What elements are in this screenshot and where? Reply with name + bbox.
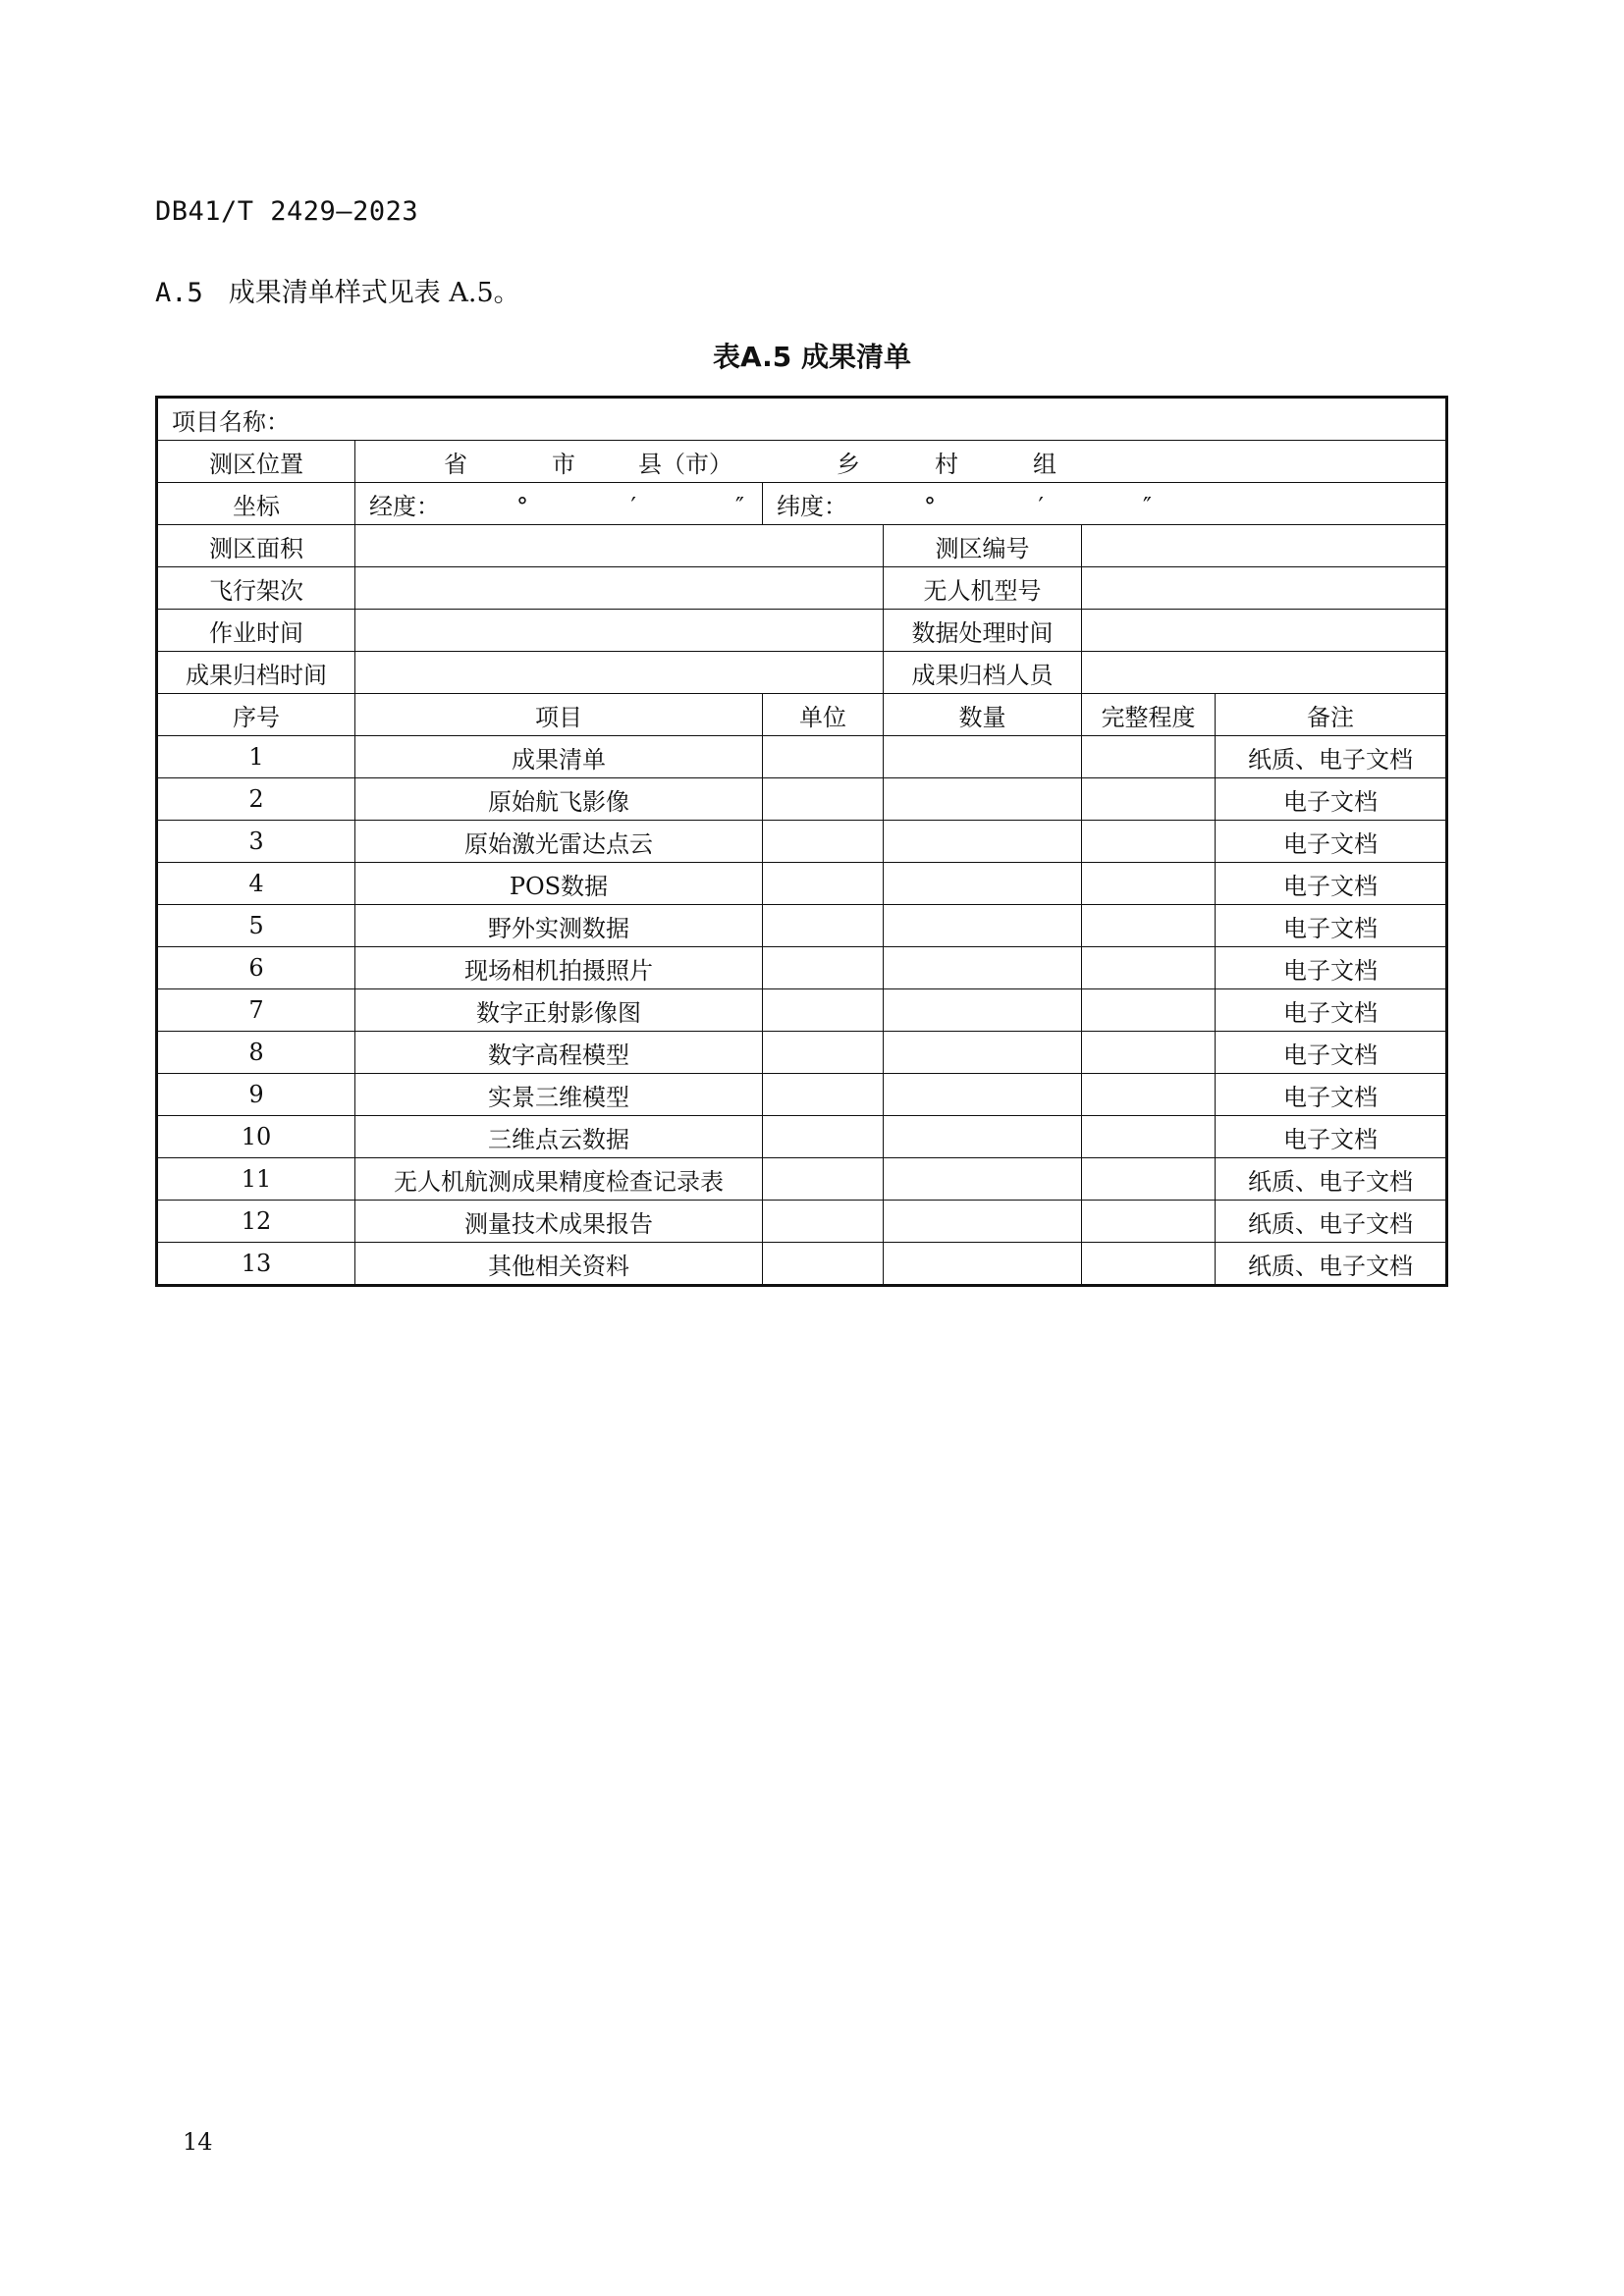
row-unit bbox=[763, 1032, 884, 1074]
longitude-cell bbox=[355, 483, 763, 525]
row-quantity bbox=[884, 1158, 1082, 1201]
latitude-cell bbox=[763, 483, 1447, 525]
row-number: 8 bbox=[157, 1032, 355, 1074]
info-value bbox=[355, 567, 884, 610]
table-row bbox=[157, 778, 1447, 821]
row-remark: 纸质、电子文档 bbox=[1216, 1201, 1447, 1243]
row-remark: 电子文档 bbox=[1216, 947, 1447, 989]
row-quantity bbox=[884, 736, 1082, 778]
info-label: 作业时间 bbox=[157, 610, 355, 652]
row-remark: 纸质、电子文档 bbox=[1216, 1158, 1447, 1201]
table-row bbox=[157, 989, 1447, 1032]
row-completeness bbox=[1082, 989, 1216, 1032]
row-number: 2 bbox=[157, 778, 355, 821]
table-row bbox=[157, 1158, 1447, 1201]
longitude-label: 经度： bbox=[369, 492, 440, 520]
row-completeness bbox=[1082, 1158, 1216, 1201]
info-label: 成果归档人员 bbox=[884, 652, 1082, 694]
column-header-unit: 单位 bbox=[763, 694, 884, 736]
row-number: 12 bbox=[157, 1201, 355, 1243]
item-rows bbox=[157, 736, 1447, 1286]
row-remark: 电子文档 bbox=[1216, 1116, 1447, 1158]
row-item: 原始航飞影像 bbox=[355, 778, 763, 821]
info-row bbox=[157, 610, 1447, 652]
column-header-remark: 备注 bbox=[1216, 694, 1447, 736]
row-completeness bbox=[1082, 778, 1216, 821]
column-header-no: 序号 bbox=[157, 694, 355, 736]
row-quantity bbox=[884, 863, 1082, 905]
page-number: 14 bbox=[183, 2128, 213, 2156]
address-group: 组 bbox=[1033, 450, 1056, 478]
row-remark: 电子文档 bbox=[1216, 905, 1447, 947]
row-item: 无人机航测成果精度检查记录表 bbox=[355, 1158, 763, 1201]
row-quantity bbox=[884, 1243, 1082, 1286]
row-number: 9 bbox=[157, 1074, 355, 1116]
row-quantity bbox=[884, 947, 1082, 989]
row-remark: 电子文档 bbox=[1216, 1032, 1447, 1074]
row-remark: 电子文档 bbox=[1216, 989, 1447, 1032]
table-row bbox=[157, 947, 1447, 989]
row-number: 4 bbox=[157, 863, 355, 905]
coordinate-label: 坐标 bbox=[157, 483, 355, 525]
row-completeness bbox=[1082, 1243, 1216, 1286]
info-value bbox=[355, 610, 884, 652]
column-header-completeness: 完整程度 bbox=[1082, 694, 1216, 736]
latitude-min-symbol: ′ bbox=[1038, 492, 1044, 520]
row-number: 10 bbox=[157, 1116, 355, 1158]
column-header-row bbox=[157, 694, 1447, 736]
table-row bbox=[157, 821, 1447, 863]
row-quantity bbox=[884, 905, 1082, 947]
info-value bbox=[1082, 610, 1447, 652]
row-number: 6 bbox=[157, 947, 355, 989]
info-label: 无人机型号 bbox=[884, 567, 1082, 610]
row-completeness bbox=[1082, 947, 1216, 989]
row-completeness bbox=[1082, 1032, 1216, 1074]
row-remark: 纸质、电子文档 bbox=[1216, 1243, 1447, 1286]
row-remark: 纸质、电子文档 bbox=[1216, 736, 1447, 778]
row-item: 野外实测数据 bbox=[355, 905, 763, 947]
row-remark: 电子文档 bbox=[1216, 821, 1447, 863]
table-row bbox=[157, 1074, 1447, 1116]
row-unit bbox=[763, 1243, 884, 1286]
column-header-item: 项目 bbox=[355, 694, 763, 736]
table-row bbox=[157, 1032, 1447, 1074]
row-remark: 电子文档 bbox=[1216, 778, 1447, 821]
row-item: 现场相机拍摄照片 bbox=[355, 947, 763, 989]
table-title: 表A.5 成果清单 bbox=[712, 341, 912, 373]
row-completeness bbox=[1082, 736, 1216, 778]
row-number: 5 bbox=[157, 905, 355, 947]
row-quantity bbox=[884, 1074, 1082, 1116]
row-quantity bbox=[884, 778, 1082, 821]
row-unit bbox=[763, 1074, 884, 1116]
row-quantity bbox=[884, 989, 1082, 1032]
info-row bbox=[157, 567, 1447, 610]
row-unit bbox=[763, 1116, 884, 1158]
coordinate-row bbox=[157, 483, 1447, 525]
row-number: 11 bbox=[157, 1158, 355, 1201]
info-label: 数据处理时间 bbox=[884, 610, 1082, 652]
row-item: 测量技术成果报告 bbox=[355, 1201, 763, 1243]
info-value bbox=[355, 652, 884, 694]
info-value bbox=[1082, 652, 1447, 694]
address-county: 县（市） bbox=[638, 450, 732, 478]
info-value bbox=[1082, 525, 1447, 567]
table-row bbox=[157, 1201, 1447, 1243]
results-list-table bbox=[155, 396, 1448, 1287]
row-item: 原始激光雷达点云 bbox=[355, 821, 763, 863]
latitude-deg-symbol: ° bbox=[924, 492, 936, 520]
clause-text: 成果清单样式见表 A.5。 bbox=[228, 278, 520, 308]
row-number: 1 bbox=[157, 736, 355, 778]
row-item: 其他相关资料 bbox=[355, 1243, 763, 1286]
table-row bbox=[157, 736, 1447, 778]
row-remark: 电子文档 bbox=[1216, 863, 1447, 905]
row-remark: 电子文档 bbox=[1216, 1074, 1447, 1116]
info-label: 成果归档时间 bbox=[157, 652, 355, 694]
document-code: DB41/T 2429—2023 bbox=[155, 196, 419, 227]
address-province: 省 bbox=[444, 450, 467, 478]
row-completeness bbox=[1082, 1074, 1216, 1116]
location-row bbox=[157, 441, 1447, 483]
row-quantity bbox=[884, 1201, 1082, 1243]
info-label: 飞行架次 bbox=[157, 567, 355, 610]
row-unit bbox=[763, 989, 884, 1032]
table-row bbox=[157, 1243, 1447, 1286]
info-label: 测区面积 bbox=[157, 525, 355, 567]
row-item: 实景三维模型 bbox=[355, 1074, 763, 1116]
longitude-sec-symbol: ″ bbox=[735, 492, 744, 520]
table-row bbox=[157, 905, 1447, 947]
info-value bbox=[1082, 567, 1447, 610]
row-unit bbox=[763, 1158, 884, 1201]
row-item: POS数据 bbox=[355, 863, 763, 905]
row-item: 成果清单 bbox=[355, 736, 763, 778]
latitude-label: 纬度： bbox=[777, 492, 847, 520]
location-label: 测区位置 bbox=[157, 441, 355, 483]
row-completeness bbox=[1082, 905, 1216, 947]
address-city: 市 bbox=[552, 450, 575, 478]
row-unit bbox=[763, 778, 884, 821]
row-unit bbox=[763, 863, 884, 905]
table-row bbox=[157, 1116, 1447, 1158]
longitude-min-symbol: ′ bbox=[630, 492, 636, 520]
row-unit bbox=[763, 947, 884, 989]
clause-number: A.5 bbox=[155, 278, 203, 308]
row-unit bbox=[763, 905, 884, 947]
row-completeness bbox=[1082, 863, 1216, 905]
address-township: 乡 bbox=[837, 450, 860, 478]
row-completeness bbox=[1082, 1201, 1216, 1243]
longitude-deg-symbol: ° bbox=[516, 492, 528, 520]
row-completeness bbox=[1082, 1116, 1216, 1158]
table-row bbox=[157, 863, 1447, 905]
clause-a5 bbox=[155, 271, 520, 309]
row-number: 13 bbox=[157, 1243, 355, 1286]
address-fields bbox=[355, 441, 1447, 483]
row-item: 数字高程模型 bbox=[355, 1032, 763, 1074]
column-header-quantity: 数量 bbox=[884, 694, 1082, 736]
row-unit bbox=[763, 821, 884, 863]
row-quantity bbox=[884, 821, 1082, 863]
address-village: 村 bbox=[935, 450, 958, 478]
info-label: 测区编号 bbox=[884, 525, 1082, 567]
row-unit bbox=[763, 1201, 884, 1243]
row-quantity bbox=[884, 1116, 1082, 1158]
info-row bbox=[157, 652, 1447, 694]
info-value bbox=[355, 525, 884, 567]
row-number: 7 bbox=[157, 989, 355, 1032]
row-item: 三维点云数据 bbox=[355, 1116, 763, 1158]
row-number: 3 bbox=[157, 821, 355, 863]
row-completeness bbox=[1082, 821, 1216, 863]
project-name-label: 项目名称： bbox=[157, 398, 1447, 441]
info-row bbox=[157, 525, 1447, 567]
row-unit bbox=[763, 736, 884, 778]
row-quantity bbox=[884, 1032, 1082, 1074]
project-name-row bbox=[157, 398, 1447, 441]
row-item: 数字正射影像图 bbox=[355, 989, 763, 1032]
latitude-sec-symbol: ″ bbox=[1143, 492, 1152, 520]
